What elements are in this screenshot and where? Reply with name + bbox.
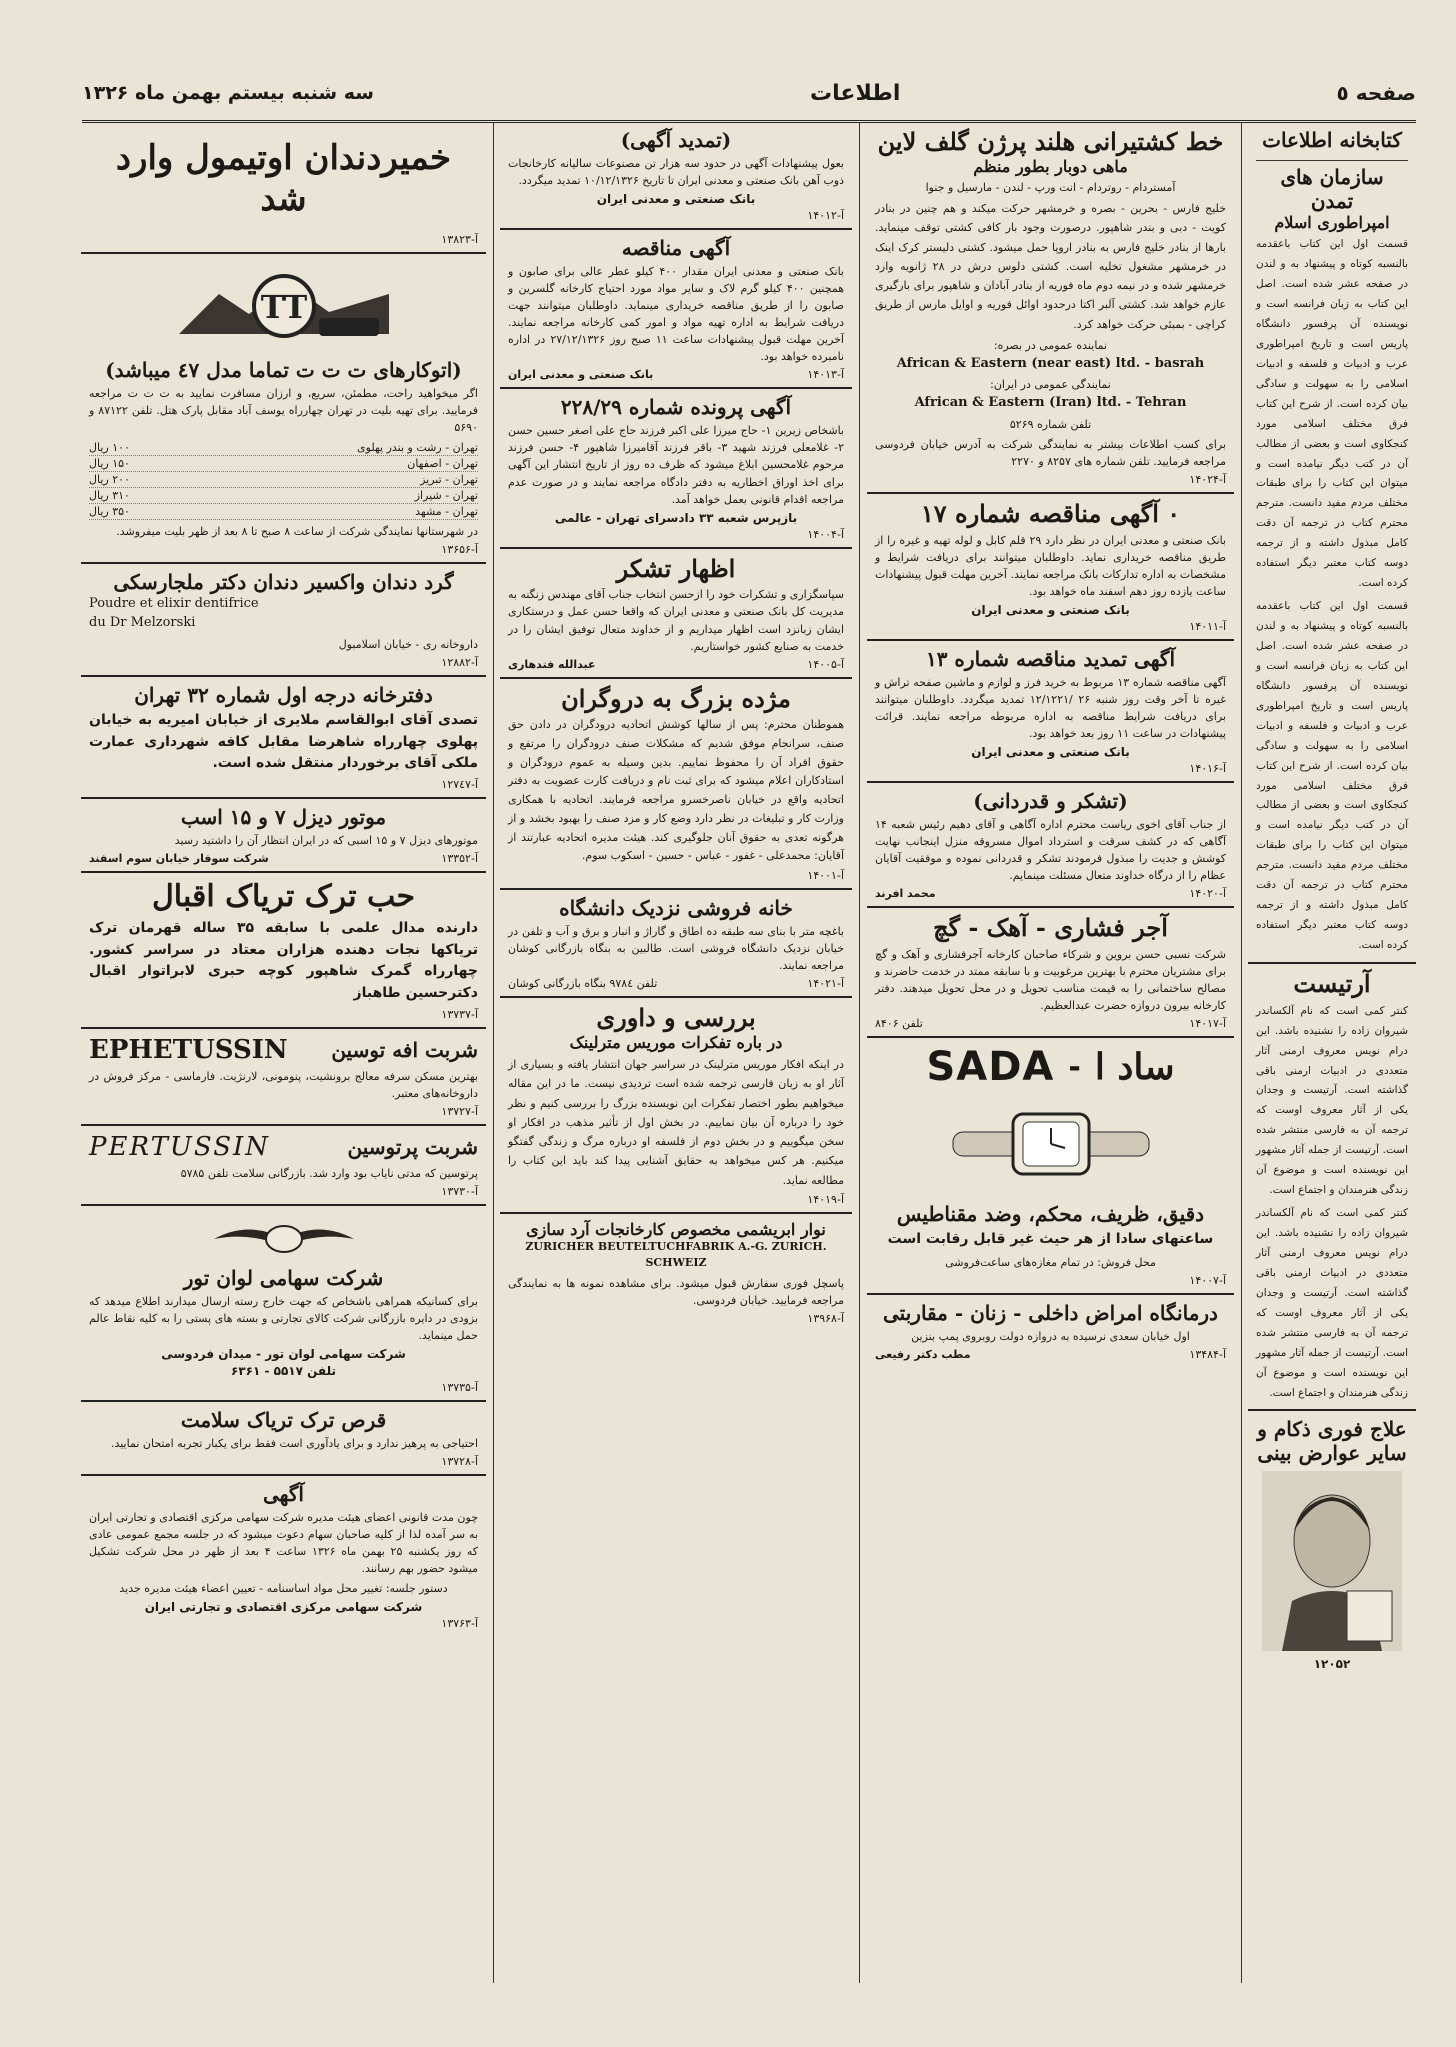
shipping-routes: آمستردام - روتردام - انت ورپ - لندن - مارسیل و جنوا <box>925 180 1176 194</box>
artist-text: کنتر کمی است که نام آلکساندر شیروان زاده را نشنیده باشد. این درام نویس معروف ارمنی آثار متعددی در ادبیات ارمنی باقی گذاشته است. آرتیست و وجدان یکی از آثار معروف اوست که ترجمه آن به فارسی منتشر شده است. آرتیست از جمله آثار مشهور این نویسنده است و موضوع آن زندگی هنرمندان و اجتماع است. <box>1256 1004 1408 1197</box>
quit-text: احتیاجی به پرهیز ندارد و برای یادآوری است فقط برای یکبار تجربه امتحان نمایید. <box>110 1436 478 1450</box>
shipping-title: خط کشتیرانی هلند پرژن گلف لاین <box>877 127 1224 156</box>
fare-route: تهران - شیراز <box>414 488 478 502</box>
agent-phone: تلفن شماره ۵۲۶۹ <box>1009 417 1092 431</box>
extension-sig: بانک صنعتی و معدنی ایران <box>596 192 756 207</box>
brick-ad <box>867 908 1234 1038</box>
clinic-ad <box>867 1295 1234 1367</box>
case-title: آگهی پرونده شماره ۲۲۸/۲۹ <box>560 395 792 420</box>
sada-watch-ad: SADA - ساد ا دقیق، ظریف، محکم، وضد مقناطیس ساعتهای سادا از هر حیث غیر قابل رقابت است محل فروش: در تمام مغازه‌های ساعت‌فروشی آ-۱۴۰۰۷ <box>867 1038 1234 1295</box>
tender-17-sig: بانک صنعتی و معدنی ایران <box>971 603 1130 617</box>
sada-text: ساعتهای سادا از هر حیث غیر قابل رقابت است <box>887 1231 1214 1248</box>
tender-17-ad <box>867 494 1234 641</box>
woman-illustration <box>1256 1471 1408 1651</box>
tender-ad <box>500 230 852 389</box>
pertussin-title: شربت پرتوسین <box>347 1134 478 1159</box>
fare-route: تهران - تبریز <box>420 472 478 486</box>
notice-text: چون مدت قانونی اعضای هیئت مدیره شرکت سهامی مرکزی اقتصادی و تجارتی ایران به سر آمده لذا از کلیه صاحبان سهام دعوت میشود که در جلسه مجمع عمومی عادی که روز یکشنبه ۲۵ بهمن ماه ۱۳۲۶ ساعت ۴ بعد از ظهر در محل شرکت تشکیل میشود حضور بهم رسانند. <box>89 1511 479 1576</box>
levantour-ad <box>81 1206 486 1402</box>
tender-code: آ-۱۴۰۱۳ <box>807 368 844 382</box>
diesel-ad <box>81 799 486 873</box>
bus-code: آ-۱۳۶۵۶ <box>441 542 478 556</box>
house-title: خانه فروشی نزدیک دانشگاه <box>559 895 793 920</box>
ephetussin-code: آ-۱۳۷۲۷ <box>441 1104 478 1118</box>
bus-ad <box>81 254 486 564</box>
remedy-title: علاج فوری ذکام و سایر عوارض بینی <box>1257 1417 1407 1466</box>
extension-title: (تمدید آگهی) <box>620 128 732 152</box>
fare-row <box>89 456 478 472</box>
thanks-text: از جناب آقای اخوی ریاست محترم اداره آگاهی و آقای دهیم رئیس شعبه ۱۴ آگاهی که در کشف سرقت و استرداد اموال مسروقه منزل اینجانب نهایت کوشش و جدیت را مبذول فرمودند تشکر و قدردانی نموده و موفقیت آقایان عظام را از درگاه خداوند متعال مسئلت مینمایم. <box>875 818 1226 883</box>
fare-row <box>89 488 478 504</box>
pertussin-text: پرتوسین که مدتی نایاب بود وارد شد. بازرگانی سلامت تلفن ۵۷۸۵ <box>180 1166 478 1180</box>
bus-text: اگر میخواهید راحت، مطمئن، سریع، و ارزان مسافرت نمایید به ت ت ت مراجعه فرمایید. برای تهیه بلیت در تهران چهارراه یوسف آباد مقابل پارک هتل. تلفن ۸۷۱۲۲ و ۵۶۹۰ <box>89 386 479 434</box>
pill-code: آ-۱۳۷۳۷ <box>441 1007 478 1021</box>
agent-tehran: African & Eastern (Iran) ltd. - Tehran <box>914 395 1187 411</box>
artist-title: آرتیست <box>1293 968 1371 998</box>
book-review-text: قسمت اول این کتاب باعقدمه بالنسبه کوتاه و پیشنهاد به و لندن در صفحه عشر شده است. اصل این کتاب به زبان فرانسه است و نویسنده آن پرفسور دانشگاه پاریس است و تاریخ امپراطوری عرب و ادبیات و فلسفه و ادبیات اسلامی را به سهولت و سادگی بیان کرده است. از شرح این کتاب فرق مختلف اسلامی مورد کنجکاوی است و بعضی از مطالب آن در کتب دیگر نیامده است و میتوان این کتاب را برای طبقات مختلف مردم مفید دانست. مترجم محترم کتاب در ترجمه آن دقت کامل مبذول داشته و از ترجمه دوسه کتاب معتبر دیگر استفاده کرده است. <box>1256 238 1408 590</box>
brick-text: شرکت نسبی حسن بروین و شرکاء صاحبان کارخانه آجرفشاری و آهک و گچ برای مشتریان محترم با بهترین مرغوبیت و با سابقه ممتد در خدمت حاضرند و مصالح ساختمانی را به قیمت مناسب تحویل و در محل تحویل میدهند. دفتر کارخانه بیرون دروازه حضرت عبدالعظیم. <box>875 948 1226 1013</box>
notice-sig: شرکت سهامی مرکزی اقتصادی و تجارتی ایران <box>144 1600 423 1615</box>
book-review-text-cont: قسمت اول این کتاب باعقدمه بالنسبه کوتاه و پیشنهاد به و لندن در صفحه عشر شده است. اصل این کتاب به زبان فرانسه است و نویسنده آن پرفسور دانشگاه پاریس است و تاریخ امپراطوری عرب و ادبیات و فلسفه و ادبیات اسلامی را به سهولت و سادگی بیان کرده است. از شرح این کتاب فرق مختلف اسلامی مورد کنجکاوی است و بعضی از مطالب آن در کتب دیگر نیامده است و میتوان این کتاب را برای طبقات مختلف مردم مفید دانست. مترجم محترم کتاب در ترجمه آن دقت کامل مبذول داشته و از ترجمه دوسه کتاب معتبر دیگر استفاده کرده است. <box>1256 600 1408 951</box>
sada-code: آ-۱۴۰۰۷ <box>1189 1274 1226 1288</box>
tender-13-code: آ-۱۴۰۱۶ <box>1189 762 1226 776</box>
pertussin-ad <box>81 1126 486 1206</box>
ttt-logo <box>89 264 478 354</box>
column-rule <box>859 122 860 1983</box>
case-sig: بازپرس شعبه ۳۳ دادسرای تهران - عالمی <box>554 510 798 525</box>
thanks-sig: محمد افرند <box>875 887 936 901</box>
ephetussin-title: شربت افه توسین <box>331 1037 478 1062</box>
case-text: باشخاص زیرین ۱- حاج میرزا علی اکبر فرزند حاج علی اصغر حسین حسن ۲- غلامعلی فرزند شهید ۳- باقر فرزند آقامیرزا شاهپور ۴- حسن فرزند مرحوم غلامحسین ابلاغ میشود که ظرف ده روز از تاریخ انتشار این آگهی برای اخذ اوراق اخطاریه به دفتر دادگاه مراجعه نمایند و در صورت عدم مراجعه اقدام قانونی بعمل خواهد آمد. <box>508 424 845 506</box>
tender-13-title: آگهی تمدید مناقصه شماره ۱۳ <box>925 647 1175 671</box>
house-phone: تلفن ۹۷۸٤ بنگاه بازرگانی کوشان <box>508 977 658 991</box>
newspaper-name: اطلاعات <box>810 80 901 106</box>
page-number: صفحه ٥ <box>1336 81 1416 105</box>
levantour-title: شرکت سهامی لوان تور <box>183 1265 384 1290</box>
column-notices <box>500 122 852 1983</box>
gratitude-ad <box>500 549 852 679</box>
notary-text: تصدی آقای ابوالقاسم ملایری از خیابان امیریه به خیابان پهلوی چهارراه شاهرضا مقابل کافه شهرداری عمارت ملکی آقای برخوردار منتقل شده است. <box>89 711 478 772</box>
brick-phone: تلفن ۸۴۰۶ <box>875 1017 923 1031</box>
fare-row <box>89 472 478 488</box>
shipping-line-ad <box>867 122 1234 494</box>
agent-label-iran: نمایندگی عمومی در ایران: <box>990 378 1111 392</box>
house-text: باغچه متر با بنای سه طبقه ده اطاق و گاراژ و انبار و برق و آب و تلفن در خیابان نزدیک دانشگاه فروشی است. طالبین به بنگاه بازرگانی کوشان مراجعه نمایند. <box>508 924 844 972</box>
diesel-title: موتور دیزل ۷ و ۱۵ اسب <box>180 804 387 829</box>
zurich-code: آ-۱۳۹۶۸ <box>807 1312 844 1326</box>
gratitude-text: سپاسگزاری و تشکرات خود را ازحسن انتخاب جناب آقای مهندس زنگنه به مدیریت کل بانک صنعتی و معدنی ایران که واقعا حسن عمل و درستکاری ایشان زبانزد است اظهار میداریم و از خداوند متعال توفیق ایشان را در خدمت به صنایع کشور خواستاریم. <box>508 588 844 653</box>
tender-text: بانک صنعتی و معدنی ایران مقدار ۴۰۰ کیلو عطر عالی برای صابون و همچنین ۴۰۰ کیلو گرم لاک و سایر مواد مورد احتیاج کارخانه گلسرین و صابون را از طریق مناقصه خریداری مینماید. داوطلبان میتوانند جهت دریافت شرایط به اداره تهیه مواد و امور کمی کارخانه مراجعه نمایند. آخرین مهلت قبول پیشنهادات ساعت ۱۱ صبح روز ۲۷/۱۲/۱۳۲۶ در اداره نامبرده خواهد بود. <box>508 265 844 364</box>
tender-17-title: ۰ آگهی مناقصه شماره ۱۷ <box>920 499 1181 529</box>
fare-price: ۱۵۰ ریال <box>89 456 130 470</box>
tender-title: آگهی مناقصه <box>621 236 731 261</box>
notice-agenda: دستور جلسه: تغییر محل مواد اساسنامه - تعیین اعضاء هیئت مدیره جدید <box>119 1582 448 1596</box>
fare-price: ۲۰۰ ریال <box>89 472 130 486</box>
zurich-title: نوار ابریشمی مخصوص کارخانجات آرد سازی <box>526 1219 826 1239</box>
clinic-code: آ-۱۳۴۸۴ <box>1189 1348 1226 1362</box>
shipping-code: آ-۱۴۰۲۴ <box>1189 473 1226 487</box>
review-subtitle: در باره تفکرات موریس مترلینک <box>569 1032 783 1052</box>
ephetussin-text: بهترین مسکن سرفه معالج برونشیت، پنومونی، لارنژیت. فارماسی - مرکز فروش در داروخانه‌های معتبر. <box>89 1069 478 1100</box>
clinic-title: درمانگاه امراض داخلی - زنان - مقاربتی <box>883 1301 1218 1326</box>
toothpaste-code: آ-۱۳۸۲۳ <box>441 232 478 246</box>
carpenters-text: هموطنان محترم: پس از سالها کوشش اتحادیه درودگران در دادن حق صنف، سرانجام موفق شدیم که مشکلات صنف درودگران را مرتفع و حقوق افراد آن را محفوظ نماییم. بدین وسیله به عموم درودگران و استادکاران اعلام میشود که برای ثبت نام و دریافت کارت عضویت به دفتر اتحادیه واقع در خیابان ناصرخسرو مراجعه فرمایند. اتحادیه با همکاری وزارت کار و تبلیغات در نظر دارد وضع کار و مزد صنف را بهبود بخشد و از هرگونه تعدی به حقوق آنان جلوگیری کند. هیئت مدیره اتحادیه عبارتند از آقایان: محمدعلی - غفور - عباس - حسین - اسکوب سوم. <box>508 718 844 863</box>
levantour-code: آ-۱۳۷۳۵ <box>441 1380 478 1394</box>
section-title: کتابخانه اطلاعات <box>1262 128 1402 152</box>
powder-code: آ-۱۲۸۸۲ <box>441 655 478 669</box>
levantour-phone: تلفن ۵۵۱۷ - ۶۳۶۱ <box>231 1363 336 1378</box>
column-shipping <box>867 122 1234 1983</box>
tender-17-code: آ-۱۴۰۱۱ <box>1189 620 1226 633</box>
clinic-text: اول خیابان سعدی نرسیده به دروازه دولت روبروی پمپ بنزین <box>911 1330 1190 1344</box>
agent-text: برای کسب اطلاعات بیشتر به نمایندگی شرکت به آدرس خیابان فردوسی مراجعه فرمایید. تلفن شماره های ۸۲۵۷ و ۲۲۷۰ <box>875 437 1226 468</box>
thanks-title: (تشکر و قدردانی) <box>973 789 1128 814</box>
carpenters-title: مژده بزرگ به دروگران <box>561 683 791 713</box>
pill-title: حب ترک تریاک اقبال <box>152 878 415 914</box>
opium-pill-ad <box>81 873 486 1029</box>
toothpaste-ad <box>81 122 486 254</box>
nasal-remedy-ad <box>1248 1411 1416 1677</box>
fare-price: ۳۱۰ ریال <box>89 488 130 502</box>
sada-latin-title: SADA <box>926 1044 1055 1091</box>
diesel-sig: شرکت سوفار خیابان سوم اسفند <box>89 851 269 865</box>
notice-code: آ-۱۳۷۶۳ <box>441 1617 478 1631</box>
svg-text:TT: TT <box>260 287 307 326</box>
brick-title: آجر فشاری - آهک - گچ <box>933 913 1168 943</box>
fare-row <box>89 504 478 520</box>
extension-text: بعول پیشنهادات آگهی در حدود سه هزار تن مصنوعات سالیانه کارخانجات ذوب آهن بانک صنعتی و معدنی ایران تا تاریخ ۱۰/۱۲/۱۳۲۶ تمدید میگردد. <box>508 157 844 188</box>
toothpaste-title: خمیردندان اوتیمول وارد شد <box>115 138 452 219</box>
gratitude-code: آ-۱۴۰۰۵ <box>807 657 844 671</box>
review-text: در اینکه افکار موریس مترلینک در سراسر جهان انتشار یافته و بسیاری از آثار او به زبان فارسی ترجمه شده است تردیدی نیست. ما در این مقاله میخواهیم بطور اختصار تفکرات این نویسنده بزرگ را بررسی کنیم و نظر خود را درباره آن بیان نماییم. در بخش اول از تأثیر مذهب در افکار او سخن میگوییم و در بخش دوم از فلسفه او درباره مرگ و زندگی گفتگو میکنیم. هر کس میخواهد به حقایق آشنایی پیدا کند باید این کتاب را مطالعه نماید. <box>508 1058 844 1187</box>
tender-13-text: آگهی مناقصه شماره ۱۳ مربوط به خرید فرز و لوازم و ماشین صفحه تراش و غیره تا آخر وقت روز شنبه ۲۶ /۱۲/۱۲۲۱ تمدید میگردد. داوطلبان میتوانند برای دریافت شرایط مناقصه به اداره مربوطه مراجعه نمایند. قرائت پیشنهادات در ساعت ۱۱ روز بعد خواهد بود. <box>875 676 1226 741</box>
fare-route: تهران - مشهد <box>415 504 478 518</box>
pill-text: دارنده مدال علمی با سابقه ۳۵ ساله قهرمان ترک تریاکها نجات دهنده هزاران معتاد در سراسر کشور. چهارراه گمرک شاهپور کوچه حبری لابراتوار اقبال دکترحسین طاهباز <box>89 919 479 1001</box>
review-title: بررسی و داوری <box>596 1003 756 1033</box>
winged-logo <box>89 1216 478 1262</box>
quit-pill-ad <box>81 1402 486 1476</box>
column-library <box>1248 122 1416 1983</box>
column-rule <box>1241 122 1242 1983</box>
shipping-text: خلیج فارس - بحرین - بصره و خرمشهر حرکت میکند و هم چنین در بنادر کویت - دبی و بندر شاهپور. درصورت وجود بار کافی کشتی توقف مینماید. بارها از بنادر خلیج فارس به بنادر اروپا حمل میشود. کشتی دلیستر کرک اینک در خرمشهر مشغول تخلیه است. کشتی دلوس درش در ۲۸ ژانویه وارد خرمشهر شده و در نیمه دوم ماه فوریه از بنادر آبادان و شاهپور برای بارگیری عازم خواهد شد. کشتی آلبر اکتا درحدود اوائل فوریه و اوایل مارس از طریق کراچی - بمبئی حرکت خواهد کرد. <box>875 202 1226 331</box>
quit-title: قرص ترک تریاک سلامت <box>180 1407 387 1432</box>
carpenters-code: آ-۱۴۰۰۱ <box>807 868 844 882</box>
thanks-ad <box>867 783 1234 908</box>
diesel-code: آ-۱۳۳۵۲ <box>441 851 478 865</box>
tender-13-ad <box>867 641 1234 783</box>
powder-latin-2: du Dr Melzorski <box>89 615 196 631</box>
zurich-ad <box>500 1214 852 1331</box>
issue-date: سه شنبه بیستم بهمن ماه ۱۳۲۶ <box>82 82 374 104</box>
column-rule <box>493 122 494 1983</box>
library-section <box>1248 122 1416 964</box>
case-code: آ-۱۴۰۰۴ <box>807 527 844 541</box>
artist-text-cont: کنتر کمی است که نام آلکساندر شیروان زاده را نشنیده باشد. این درام نویس معروف ارمنی آثار متعددی در ادبیات ارمنی باقی گذاشته است. آرتیست و وجدان یکی از آثار معروف اوست که ترجمه آن به فارسی منتشر شده است. آرتیست از جمله آثار مشهور این نویسنده است و موضوع آن زندگی هنرمندان و اجتماع است. <box>1256 1207 1408 1399</box>
notary-ad <box>81 677 486 799</box>
levantour-sig: شرکت سهامی لوان تور - میدان فردوسی <box>161 1346 406 1361</box>
pertussin-code: آ-۱۳۷۳۰ <box>441 1184 478 1198</box>
gratitude-sig: عبدالله فتدهاری <box>508 657 596 671</box>
powder-text: داروخانه ری - خیابان اسلامبول <box>338 637 478 651</box>
book-title: سازمان های تمدن <box>1256 160 1408 213</box>
review-code: آ-۱۴۰۱۹ <box>807 1192 844 1206</box>
house-code: آ-۱۴۰۲۱ <box>807 977 844 991</box>
column-ads <box>81 122 486 1983</box>
fare-row <box>89 440 478 456</box>
watch-illustration <box>875 1096 1226 1196</box>
fare-table <box>89 440 478 520</box>
thanks-code: آ-۱۴۰۲۰ <box>1189 887 1226 901</box>
levantour-text: برای کسانیکه همراهی باشخاص که جهت خارج رسته ارسال میدارند اطلاع میدهد که بزودی در دایره بازرگانی شرکت کالای تجارتی و بسته های پستی را به کلیه نقاط عالم حمل مینماید. <box>89 1294 478 1342</box>
sada-sales: محل فروش: در تمام مغازه‌های ساعت‌فروشی <box>945 1256 1156 1270</box>
book-subtitle: امپراطوری اسلام <box>1274 213 1390 232</box>
shipping-subtitle: ماهی دوبار بطور منظم <box>973 156 1128 176</box>
tender-sig: بانک صنعتی و معدنی ایران <box>508 368 654 382</box>
ephetussin-ad <box>81 1029 486 1126</box>
agent-label-basrah: نماینده عمومی در بصره: <box>993 338 1108 352</box>
fare-route: تهران - اصفهان <box>407 456 478 470</box>
tooth-powder-ad <box>81 564 486 677</box>
powder-latin-1: Poudre et elixir dentifrice <box>89 595 259 611</box>
brick-code: آ-۱۴۰۱۷ <box>1189 1017 1226 1031</box>
review-article <box>500 998 852 1214</box>
agent-basrah: African & Eastern (near east) ltd. - basrah <box>896 355 1205 371</box>
ephetussin-latin: EPHETUSSIN <box>89 1034 288 1065</box>
page-header <box>82 66 1416 123</box>
case-ad <box>500 389 852 548</box>
fare-price: ۳۵۰ ریال <box>89 504 130 518</box>
powder-title: گرد دندان واکسیر دندان دکتر ملجارسکی <box>113 569 454 594</box>
zurich-latin: ZURICHER BEUTELTUCHFABRIK A.-G. ZURICH. SCHWEIZ <box>525 1239 827 1270</box>
fare-route: تهران - رشت و بندر پهلوی <box>357 440 478 454</box>
quit-code: آ-۱۳۷۲۸ <box>441 1455 478 1469</box>
sada-slogan: دقیق، ظریف، محکم، وضد مقناطیس <box>896 1202 1205 1227</box>
zurich-text: پاسچل فوری سفارش قبول میشود. برای مشاهده نمونه ها به نمایندگی مراجعه فرمایید. خیابان فردوسی. <box>508 1276 844 1307</box>
clinic-sig: مطب دکتر رفیعی <box>875 1348 971 1362</box>
notary-title: دفترخانه درجه اول شماره ۳۲ تهران <box>134 682 433 707</box>
fare-price: ۱۰۰ ریال <box>89 440 130 454</box>
notice-title: آگهی <box>263 1482 304 1507</box>
bus-note: در شهرستانها نمایندگی شرکت از ساعت ۸ صبح تا ۸ بعد از ظهر بلیت میفروشد. <box>116 524 478 538</box>
carpenters-ad <box>500 679 852 890</box>
bus-title: (اتوکارهای ت ت ت تماما مدل ٤۷ میباشد) <box>105 357 462 382</box>
gratitude-title: اظهار تشکر <box>616 553 736 583</box>
artist-section <box>1248 964 1416 1412</box>
pertussin-latin: PERTUSSIN <box>89 1131 271 1162</box>
remedy-code: ۱۲۰۵۲ <box>1313 1657 1351 1672</box>
sada-persian-title: ساد ا <box>1094 1045 1175 1088</box>
extension-ad <box>500 122 852 230</box>
tender-17-text: بانک صنعتی و معدنی ایران در نظر دارد ۲۹ قلم کابل و لوله تهیه و غیره را از طریق مناقصه خریداری نماید. داوطلبان میتوانند برای دریافت شرایط و مشخصات به اداره تدارکات بانک مراجعه نمایند. آخرین مهلت قبول پیشنهادات ساعت یازده روز دهم اسفند ماه خواهد بود. <box>875 533 1226 598</box>
diesel-text: موتورهای دیزل ۷ و ۱۵ اسبی که در ایران انتظار آن را داشتید رسید <box>174 833 478 847</box>
notary-code: آ-۱۲۷٤۷ <box>441 777 478 791</box>
extension-code: آ-۱۴۰۱۲ <box>807 209 844 223</box>
tender-13-sig: بانک صنعتی و معدنی ایران <box>971 745 1130 760</box>
house-sale-ad <box>500 890 852 998</box>
shareholder-notice <box>81 1476 486 1636</box>
